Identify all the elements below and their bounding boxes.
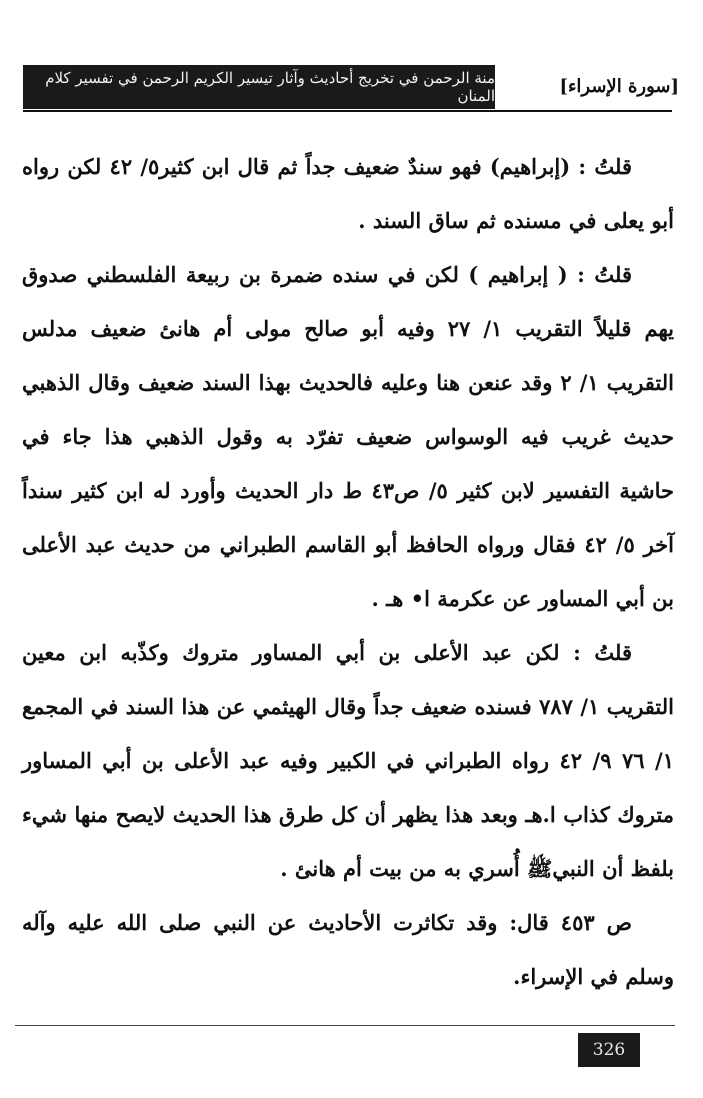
paragraph: قلتُ : ( إبراهيم ) لكن في سنده ضمرة بن ربيعة الفلسطني صدوق يهم قليلاً التقريب ١/ ٢٧ وفيه أبو صالح مولى أم هانئ ضعيف مدلس التقريب ١/ ٢ وقد عنعن هنا وعليه فالحديث بهذا السند ضعيف وقال الذهبي حديث غريب فيه الوسواس ضعيف تفرّد به وقول الذهبي هذا جاء في حاشية التفسير لابن كثير ٥/ ص٤٣ ط دار الحديث وأورد له ابن كثير سنداً آخر ٥/ ٤٢ فقال ورواه الحافظ أبو القاسم الطبراني من حديث عبد الأعلى بن أبي المساور عن عكرمة ا• هـ . — [22, 262, 675, 611]
page-number: 326 — [578, 1033, 640, 1067]
book-title-banner — [23, 65, 495, 109]
main-text — [22, 140, 674, 1004]
paragraph: قلتُ : لكن عبد الأعلى بن أبي المساور متروك وكذّبه ابن معين التقريب ١/ ٧٨٧ فسنده ضعيف جداً وقال الهيثمي عن هذا السند في المجمع ١/ ٧٦ ٩/ ٤٢ رواه الطبراني في الكبير وفيه عبد الأعلى بن أبي المساور متروك كذاب ا.هـ وبعد هذا يظهر أن كل طرق هذا الحديث لايصح منها شيء بلفظ أن النبيﷺ أُسري به من بيت أم هانئ . — [22, 640, 675, 881]
header-divider — [23, 110, 672, 112]
paragraph: ص ٤٥٣ قال: وقد تكاثرت الأحاديث عن النبي صلى الله عليه وآله وسلم في الإسراء. — [22, 910, 674, 989]
footer-divider — [15, 1025, 675, 1026]
paragraph: قلتُ : (إبراهيم) فهو سندٌ ضعيف جداً ثم قال ابن كثير٥/ ٤٢ لكن رواه أبو يعلى في مسنده ثم ساق السند . — [22, 154, 674, 233]
book-title: منة الرحمن في تخريج أحاديث وآثار تيسير الكريم الرحمن في تفسير كلام المنان — [45, 69, 495, 105]
surah-title: [سورة الإسراء] — [559, 76, 679, 97]
